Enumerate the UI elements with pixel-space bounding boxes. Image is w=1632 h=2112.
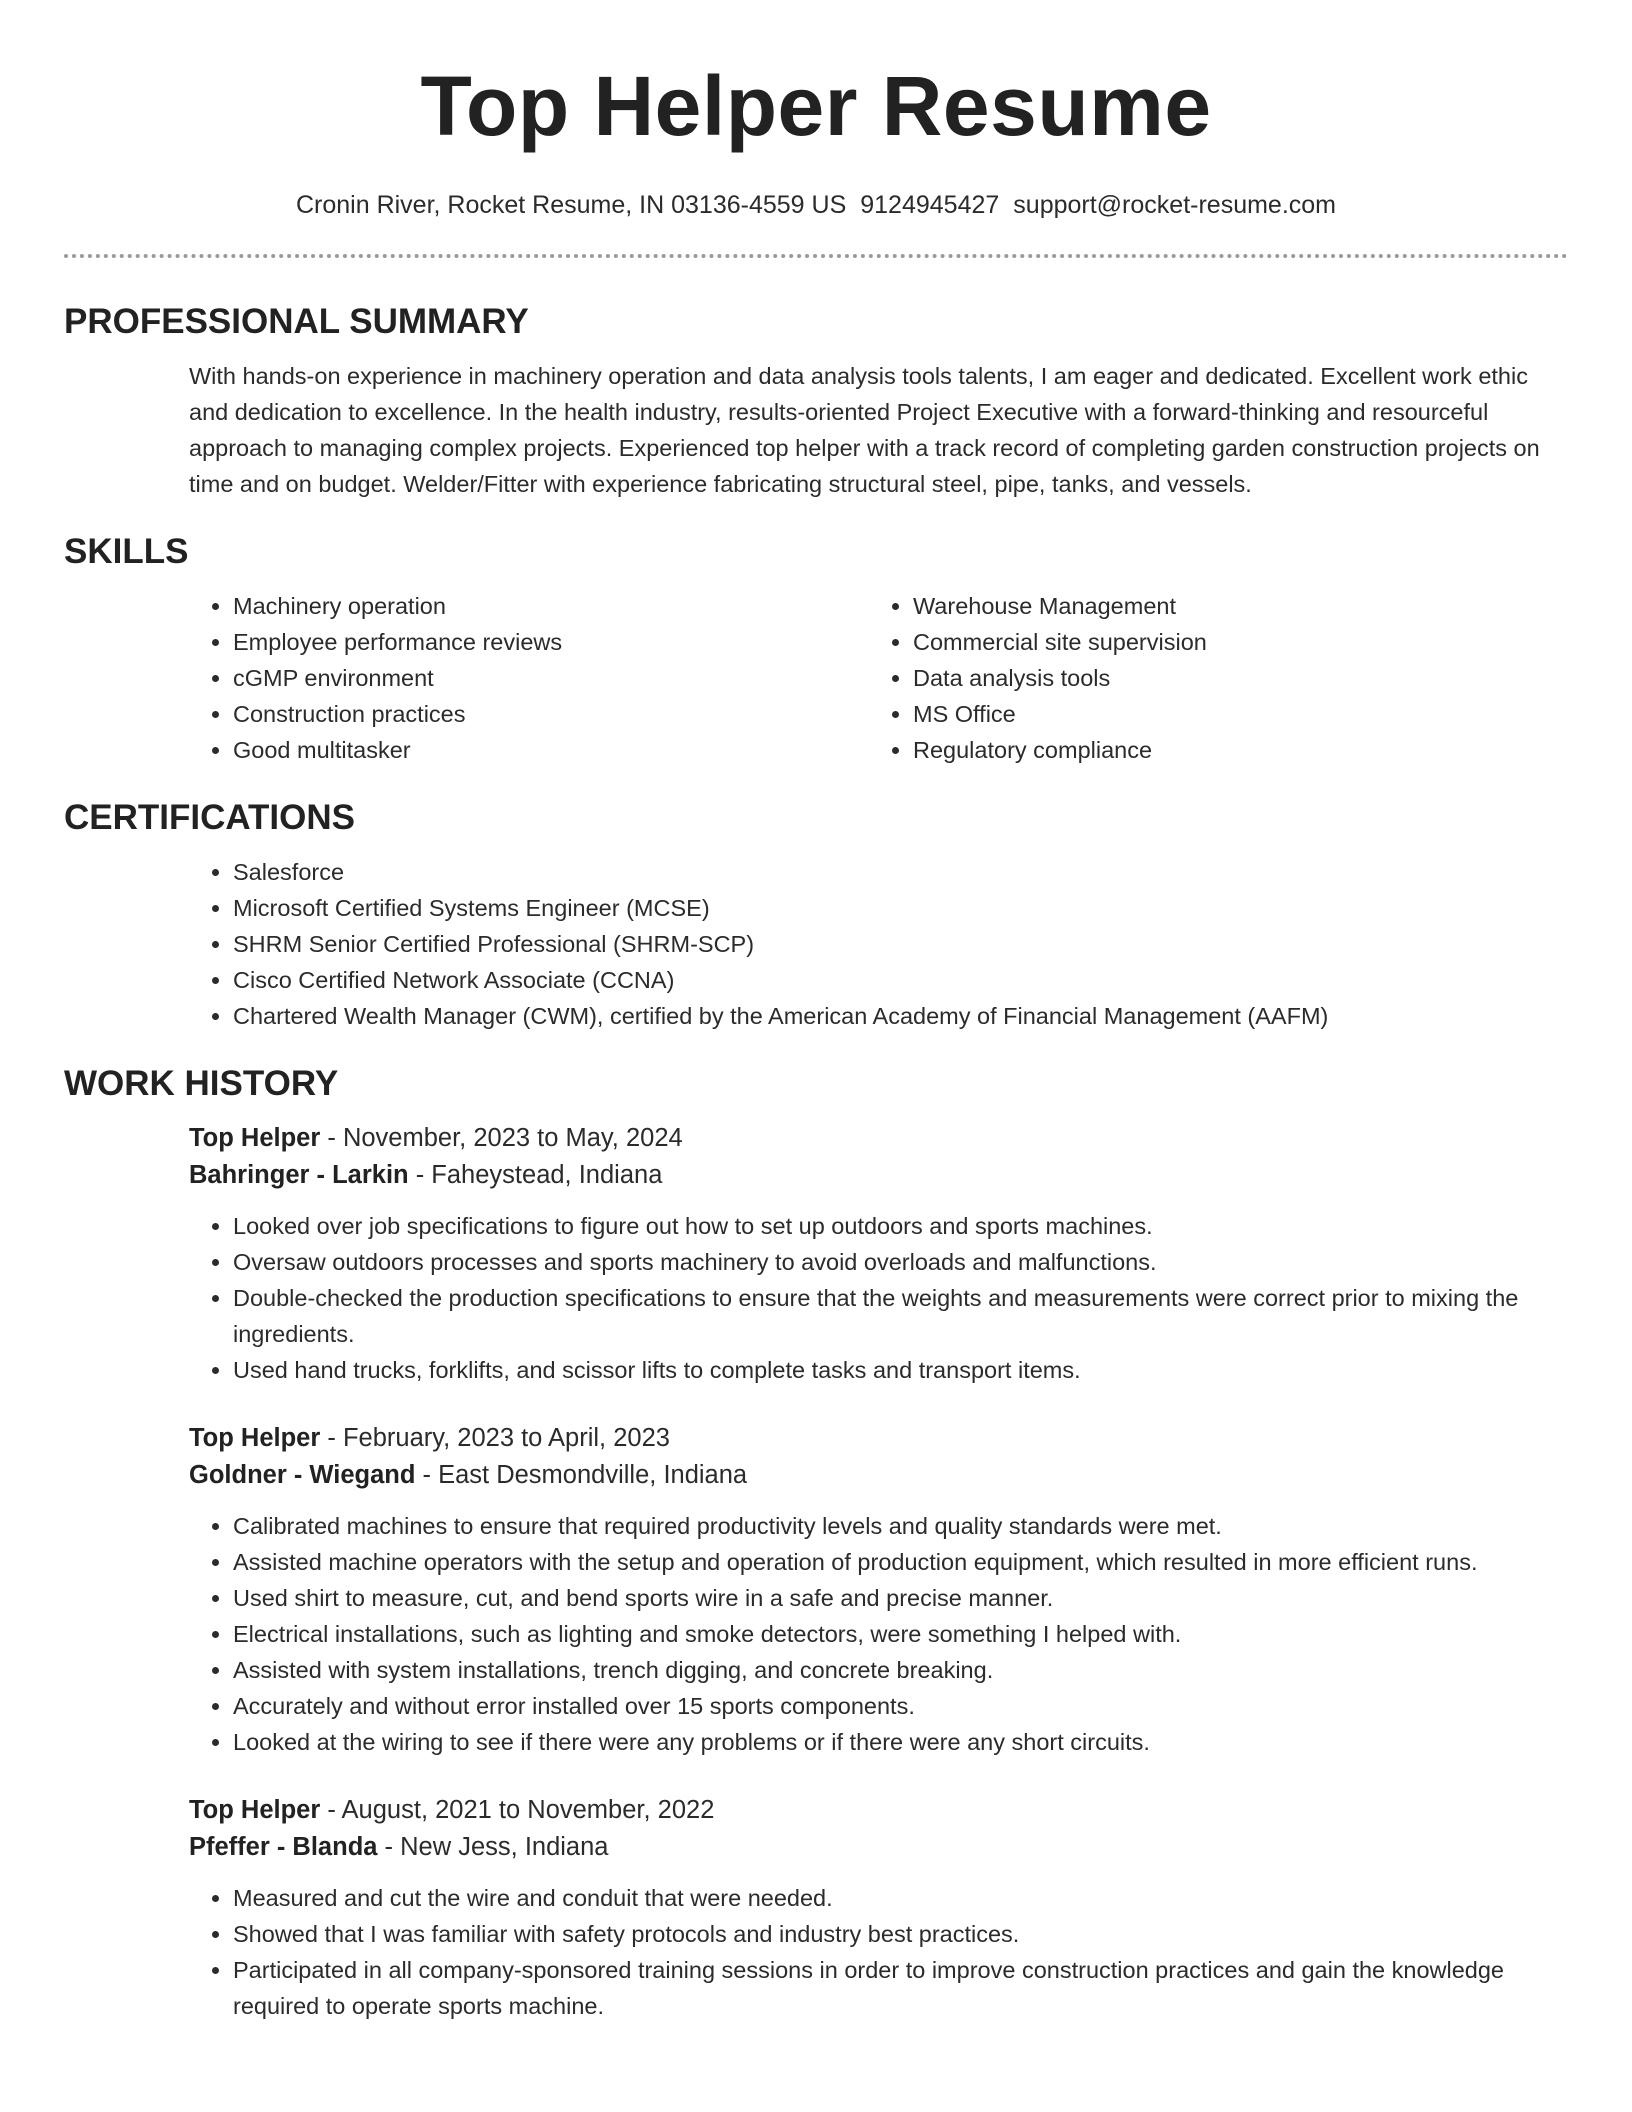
job-entry [189,1120,1568,1388]
job-location: - East Desmondville, Indiana [415,1461,748,1489]
job-location: - Faheystead, Indiana [408,1161,663,1189]
job-dates: - August, 2021 to November, 2022 [320,1796,715,1824]
certification-item: • Salesforce [233,854,1568,890]
job-bullet: • Looked over job specifications to figure out how to set up outdoors and sports machines. [233,1208,1568,1244]
job-company: Pfeffer - Blanda [189,1833,378,1861]
skills-heading: SKILLS [64,532,189,571]
job-role: Top Helper [189,1124,321,1152]
job-bullet: • Participated in all company-sponsored training sessions in order to improve construction practices and gain the knowledge required to operate sports machine. [233,1952,1568,2024]
job-company-line [189,1828,1568,1866]
job-entry [189,1420,1568,1760]
job-bullet: • Used shirt to measure, cut, and bend sports wire in a safe and precise manner. [233,1580,1568,1616]
job-bullet: • Assisted machine operators with the setup and operation of production equipment, which resulted in more efficient runs. [233,1544,1568,1580]
job-dates: - November, 2023 to May, 2024 [320,1124,683,1152]
job-bullet: • Showed that I was familiar with safety protocols and industry best practices. [233,1916,1568,1952]
summary-text: With hands-on experience in machinery operation and data analysis tools talents, I am eager and dedicated. Excellent work ethic and dedication to excellence. In the health industry, results-oriented Project Executive with a forward-thinking and resourceful approach to managing complex projects. Experienced top helper with a track record of completing garden construction projects on time and on budget. Welder/Fitter with experience fabricating structural steel, pipe, tanks, and vessels. [189,363,1540,497]
job-title-line [189,1120,1568,1156]
work-history-heading: WORK HISTORY [64,1064,339,1103]
job-title-line [189,1792,1568,1828]
job-company-line [189,1456,1568,1494]
header-divider [64,254,1568,258]
certifications-heading: CERTIFICATIONS [64,798,356,837]
job-bullet: • Accurately and without error installed over 15 sports components. [233,1688,1568,1724]
skill-item: • cGMP environment [233,660,869,696]
job-bullet: • Looked at the wiring to see if there were any problems or if there were any short circuits. [233,1724,1568,1760]
job-role: Top Helper [189,1796,321,1824]
job-dates: - February, 2023 to April, 2023 [320,1424,670,1452]
skills-column-left [189,588,869,768]
contact-address: Cronin River, Rocket Resume, IN 03136-4559 US [295,191,847,219]
resume-title: Top Helper Resume [420,59,1212,153]
job-company: Goldner - Wiegand [189,1461,416,1489]
skills-list [189,588,1568,768]
job-bullet: • Electrical installations, such as lighting and smoke detectors, were something I helped with. [233,1616,1568,1652]
skill-item: • Regulatory compliance [913,732,1549,768]
job-entry [189,1792,1568,2024]
skill-item: • Employee performance reviews [233,624,869,660]
job-role: Top Helper [189,1424,321,1452]
certification-item: • SHRM Senior Certified Professional (SHRM-SCP) [233,926,1568,962]
job-company: Bahringer - Larkin [189,1161,409,1189]
contact-phone: 9124945427 [860,191,1000,219]
job-bullet: • Oversaw outdoors processes and sports machinery to avoid overloads and malfunctions. [233,1244,1568,1280]
skill-item: • Construction practices [233,696,869,732]
certification-item: • Microsoft Certified Systems Engineer (MCSE) [233,890,1568,926]
skill-item: • Warehouse Management [913,588,1549,624]
job-company-line [189,1156,1568,1194]
skill-item: • Data analysis tools [913,660,1549,696]
job-title-line [189,1420,1568,1456]
certification-item: • Cisco Certified Network Associate (CCNA) [233,962,1568,998]
skill-item: • Good multitasker [233,732,869,768]
skills-column-right [869,588,1549,768]
job-bullet: • Double-checked the production specifications to ensure that the weights and measurements were correct prior to mixing the ingredients. [233,1280,1568,1352]
contact-email: support@rocket-resume.com [1013,191,1337,219]
skill-item: • MS Office [913,696,1549,732]
contact-line [64,190,1568,220]
certifications-list [189,854,1568,1034]
job-bullet: • Calibrated machines to ensure that required productivity levels and quality standards were met. [233,1508,1568,1544]
work-history [189,1120,1568,2024]
job-bullet: • Measured and cut the wire and conduit that were needed. [233,1880,1568,1916]
job-bullet: • Assisted with system installations, trench digging, and concrete breaking. [233,1652,1568,1688]
job-bullet: • Used hand trucks, forklifts, and scissor lifts to complete tasks and transport items. [233,1352,1568,1388]
skill-item: • Commercial site supervision [913,624,1549,660]
summary-heading: PROFESSIONAL SUMMARY [64,302,529,341]
skill-item: • Machinery operation [233,588,869,624]
job-location: - New Jess, Indiana [377,1833,609,1861]
certification-item: • Chartered Wealth Manager (CWM), certified by the American Academy of Financial Management (AAFM) [233,998,1568,1034]
